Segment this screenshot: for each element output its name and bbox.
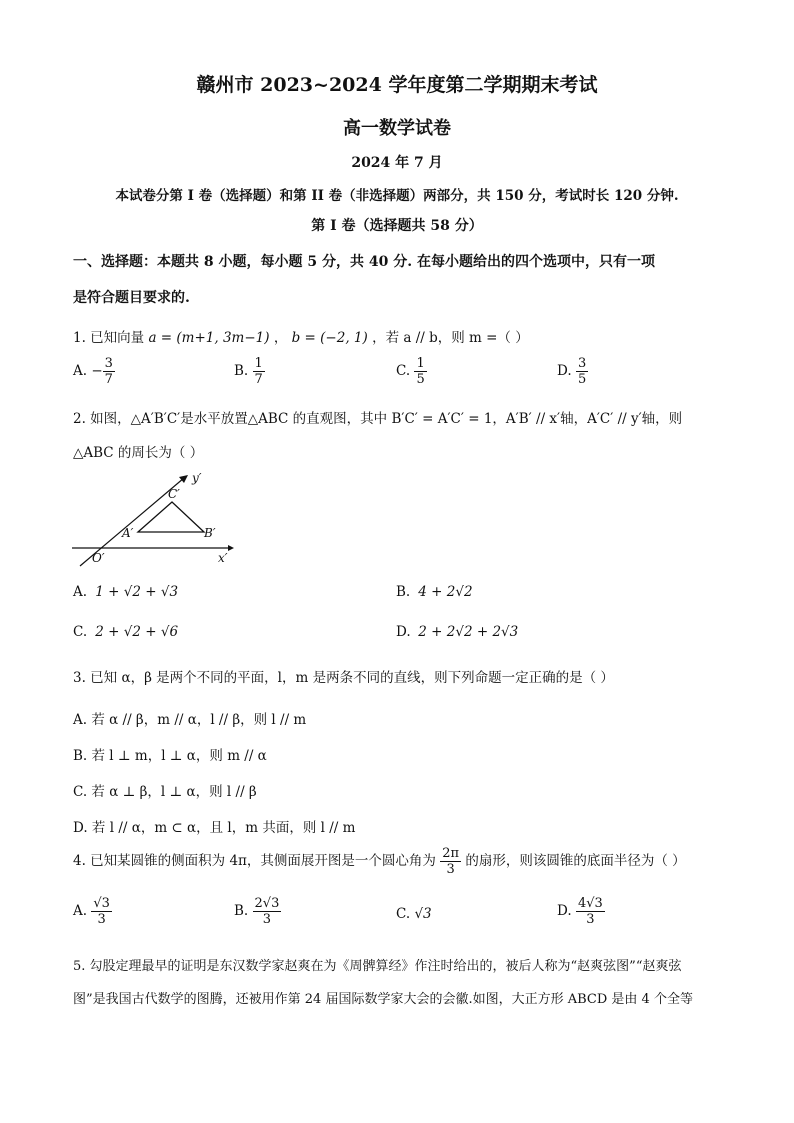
option-label: C. (396, 906, 411, 922)
label-y-prime: y′ (192, 471, 202, 485)
q4-stem-part1: 4. 已知某圆锥的侧面积为 4π，其侧面展开图是一个圆心角为 (73, 853, 436, 869)
fraction-numerator: 4√3 (577, 896, 603, 911)
option-label: D. (557, 363, 572, 379)
q3-option-b: B. 若 l ⊥ m，l ⊥ α，则 m // α (73, 748, 267, 764)
option-sign: − (91, 363, 103, 379)
fraction-denominator: 3 (586, 912, 595, 927)
option-label: D. (557, 903, 572, 919)
x-axis-arrow (228, 545, 234, 551)
q1-separator: ， (273, 330, 288, 346)
q4-option-c (396, 906, 432, 922)
q1-option-d (557, 356, 588, 387)
option-label: C. (396, 363, 411, 379)
q1-condition: ，若 a // b，则 m =（ ） (372, 330, 529, 346)
fraction-numerator: 2√3 (254, 896, 280, 911)
q3-option-a: A. 若 α // β，m // α，l // β，则 l // m (73, 712, 307, 728)
option-label: C. (73, 624, 88, 640)
exam-subtitle: 高一数学试卷 (343, 118, 451, 139)
label-b-prime: B′ (204, 526, 216, 540)
q1-prefix: 1. 已知向量 (73, 330, 145, 346)
option-fraction (576, 896, 605, 927)
question-5-line1: 5. 勾股定理最早的证明是东汉数学家赵爽在为《周髀算经》作注时给出的，被后人称为“赵爽弦图”“赵爽弦 (73, 959, 682, 974)
fraction-numerator: 3 (577, 356, 587, 371)
question-2-line1: 2. 如图，△A′B′C′是水平放置△ABC 的直观图，其中 B′C′ = A′C′ = 1，A′B′ // x′轴，A′C′ // y′轴，则 (73, 411, 683, 427)
fraction-numerator: 2π (442, 846, 460, 861)
fraction-numerator: 1 (254, 356, 263, 371)
fraction-denominator: 5 (416, 372, 425, 387)
option-fraction (253, 356, 265, 387)
fraction-denominator: 5 (577, 372, 587, 387)
q2-option-d (396, 624, 518, 640)
part1-heading: 第 I 卷（选择题共 58 分） (311, 218, 483, 234)
fraction-denominator: 7 (254, 372, 263, 387)
exam-date: 2024 年 7 月 (351, 155, 443, 171)
q2-option-c (73, 624, 178, 640)
fraction-denominator: 3 (446, 862, 455, 877)
question-5-line2: 图”是我国古代数学的图腾，还被用作第 24 届国际数学家大会的会徽.如图，大正方形 ABCD 是由 4 个全等 (73, 992, 693, 1007)
section1-heading-line1: 一、选择题：本题共 8 小题，每小题 5 分，共 40 分. 在每小题给出的四个选项中，只有一项 (73, 254, 655, 270)
option-text: 2 + √2 + √6 (95, 624, 179, 640)
option-fraction (414, 356, 426, 387)
oblique-projection-figure (68, 462, 238, 572)
question-2-line2: △ABC 的周长为（ ） (73, 445, 204, 461)
option-label: B. (396, 584, 411, 600)
question-4-stem (73, 844, 686, 878)
option-label: A. (73, 903, 88, 919)
fraction-numerator: 3 (104, 356, 113, 371)
option-fraction (253, 896, 282, 927)
q3-option-c: C. 若 α ⊥ β，l ⊥ α，则 l // β (73, 784, 257, 800)
fraction-numerator: √3 (93, 896, 110, 911)
label-c-prime: C′ (168, 487, 180, 501)
fraction-denominator: 7 (104, 372, 113, 387)
q4-option-b (234, 896, 281, 927)
option-text: 1 + √2 + √3 (95, 584, 179, 600)
exam-title: 赣州市 2023~2024 学年度第二学期期末考试 (196, 74, 598, 96)
option-label: D. (396, 624, 411, 640)
option-fraction (91, 896, 112, 927)
option-fraction (103, 356, 115, 387)
q4-option-a (73, 896, 112, 927)
q2-option-a (73, 584, 178, 600)
option-label: A. (73, 584, 88, 600)
label-origin: O′ (92, 551, 105, 565)
option-text: 2 + 2√2 + 2√3 (418, 624, 519, 640)
q1-option-b (234, 356, 265, 387)
question-3-stem: 3. 已知 α，β 是两个不同的平面，l，m 是两条不同的直线，则下列命题一定正确的是（ ） (73, 670, 614, 686)
q1-vector-b: b = (−2, 1) (291, 330, 368, 346)
option-label: B. (234, 363, 249, 379)
q1-vector-a: a = (m+1, 3m−1) (148, 330, 270, 346)
q4-angle-fraction (440, 846, 461, 877)
question-1-stem (73, 326, 529, 346)
exam-intro: 本试卷分第 I 卷（选择题）和第 II 卷（非选择题）两部分，共 150 分，考试时长 120 分钟. (115, 188, 679, 204)
label-a-prime: A′ (122, 526, 134, 540)
option-text: √3 (414, 906, 432, 922)
option-text: 4 + 2√2 (418, 584, 473, 600)
fraction-numerator: 1 (416, 356, 425, 371)
fraction-denominator: 3 (262, 912, 272, 927)
option-label: A. (73, 363, 88, 379)
option-label: B. (234, 903, 249, 919)
q1-option-c (396, 356, 427, 387)
q1-option-a (73, 356, 115, 387)
option-fraction (576, 356, 588, 387)
fraction-denominator: 3 (97, 912, 106, 927)
q4-stem-part2: 的扇形，则该圆锥的底面半径为（ ） (465, 853, 686, 869)
section1-heading-line2: 是符合题目要求的. (73, 290, 190, 306)
triangle-abc-prime (138, 502, 204, 532)
q4-option-d (557, 896, 605, 927)
q3-option-d: D. 若 l // α，m ⊂ α，且 l，m 共面，则 l // m (73, 820, 356, 836)
q2-option-b (396, 584, 473, 600)
label-x-prime: x′ (218, 551, 228, 565)
